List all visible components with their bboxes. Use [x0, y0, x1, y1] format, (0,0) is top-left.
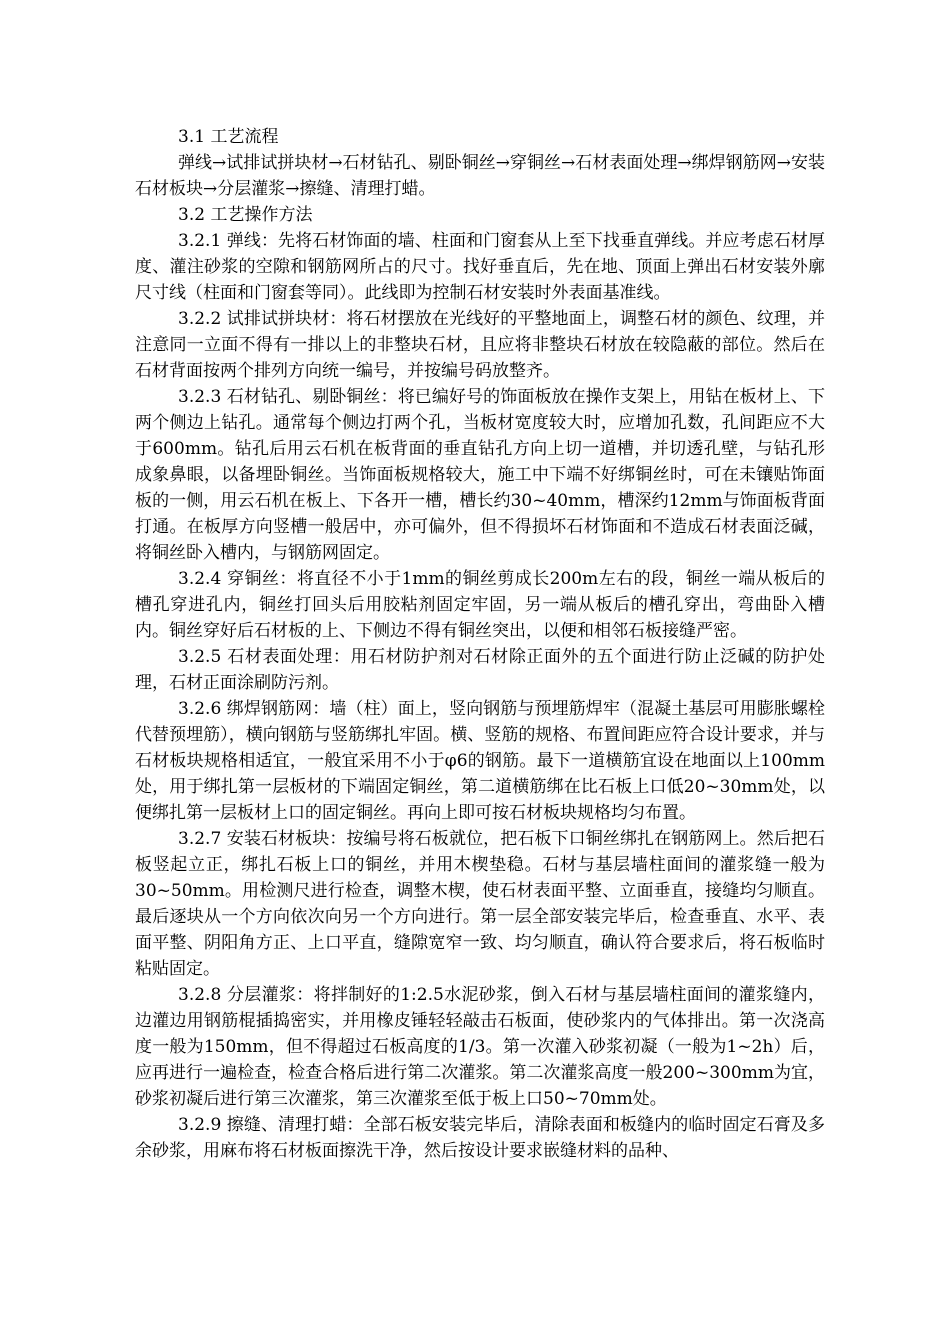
section-heading-3-1: 3.1 工艺流程	[178, 127, 279, 147]
paragraph-3-2-5: 3.2.5 石材表面处理：用石材防护剂对石材除正面外的五个面进行防止泛碱的防护处理，石材正面涂刷防污剂。	[135, 647, 825, 693]
paragraph-3-2-4: 3.2.4 穿铜丝：将直径不小于1mm的铜丝剪成长200m左右的段，铜丝一端从板后的槽孔穿进孔内，铜丝打回头后用胶粘剂固定牢固，另一端从板后的槽孔穿出，弯曲卧入槽内。铜丝穿好后石材板的上、下侧边不得有铜丝突出，以便和相邻石板接缝严密。	[135, 569, 825, 641]
document-body	[135, 124, 825, 1164]
paragraph-3-2-7: 3.2.7 安装石材板块：按编号将石板就位，把石板下口铜丝绑扎在钢筋网上。然后把石板竖起立正，绑扎石板上口的铜丝，并用木楔垫稳。石材与基层墙柱面间的灌浆缝一般为30~50mm。用检测尺进行检查，调整木楔，使石材表面平整、立面垂直，接缝均匀顺直。最后逐块从一个方向依次向另一个方向进行。第一层全部安装完毕后，检查垂直、水平、表面平整、阴阳角方正、上口平直，缝隙宽窄一致、均匀顺直，确认符合要求后，将石板临时粘贴固定。	[135, 829, 825, 979]
paragraph-3-2-9: 3.2.9 擦缝、清理打蜡：全部石板安装完毕后，清除表面和板缝内的临时固定石膏及多余砂浆，用麻布将石材板面擦洗干净，然后按设计要求嵌缝材料的品种、	[135, 1115, 825, 1161]
section-heading-3-2: 3.2 工艺操作方法	[178, 205, 313, 225]
paragraph-3-2-6: 3.2.6 绑焊钢筋网：墙（柱）面上，竖向钢筋与预埋筋焊牢（混凝土基层可用膨胀螺栓代替预埋筋），横向钢筋与竖筋绑扎牢固。横、竖筋的规格、布置间距应符合设计要求，并与石材板块规格相适宜，一般宜采用不小于φ6的钢筋。最下一道横筋宜设在地面以上100mm处，用于绑扎第一层板材的下端固定铜丝，第二道横筋绑在比石板上口低20~30mm处，以便绑扎第一层板材上口的固定铜丝。再向上即可按石材板块规格均匀布置。	[135, 699, 825, 823]
paragraph-3-2-2: 3.2.2 试排试拼块材：将石材摆放在光线好的平整地面上，调整石材的颜色、纹理，并注意同一立面不得有一排以上的非整块石材，且应将非整块石材放在较隐蔽的部位。然后在石材背面按两个排列方向统一编号，并按编号码放整齐。	[135, 309, 825, 381]
paragraph-3-2-8: 3.2.8 分层灌浆：将拌制好的1:2.5水泥砂浆，倒入石材与基层墙柱面间的灌浆缝内，边灌边用钢筋棍插捣密实，并用橡皮锤轻轻敲击石板面，使砂浆内的气体排出。第一次浇高度一般为150mm，但不得超过石板高度的1/3。第一次灌入砂浆初凝（一般为1~2h）后，应再进行一遍检查，检查合格后进行第二次灌浆。第二次灌浆高度一般200~300mm为宜，砂浆初凝后进行第三次灌浆，第三次灌浆至低于板上口50~70mm处。	[135, 985, 825, 1109]
paragraph-3-2-1: 3.2.1 弹线：先将石材饰面的墙、柱面和门窗套从上至下找垂直弹线。并应考虑石材厚度、灌注砂浆的空隙和钢筋网所占的尺寸。找好垂直后，先在地、顶面上弹出石材安装外廓尺寸线（柱面和门窗套等同）。此线即为控制石材安装时外表面基准线。	[135, 231, 825, 303]
paragraph-process-flow: 弹线→试排试拼块材→石材钻孔、剔卧铜丝→穿铜丝→石材表面处理→绑焊钢筋网→安装石材板块→分层灌浆→擦缝、清理打蜡。	[135, 153, 825, 199]
paragraph-3-2-3: 3.2.3 石材钻孔、剔卧铜丝：将已编好号的饰面板放在操作支架上，用钻在板材上、下两个侧边上钻孔。通常每个侧边打两个孔，当板材宽度较大时，应增加孔数，孔间距应不大于600mm。钻孔后用云石机在板背面的垂直钻孔方向上切一道槽，并切透孔壁，与钻孔形成象鼻眼，以备埋卧铜丝。当饰面板规格较大，施工中下端不好绑铜丝时，可在未镶贴饰面板的一侧，用云石机在板上、下各开一槽，槽长约30~40mm，槽深约12mm与饰面板背面打通。在板厚方向竖槽一般居中，亦可偏外，但不得损坏石材饰面和不造成石材表面泛碱，将铜丝卧入槽内，与钢筋网固定。	[135, 387, 825, 563]
